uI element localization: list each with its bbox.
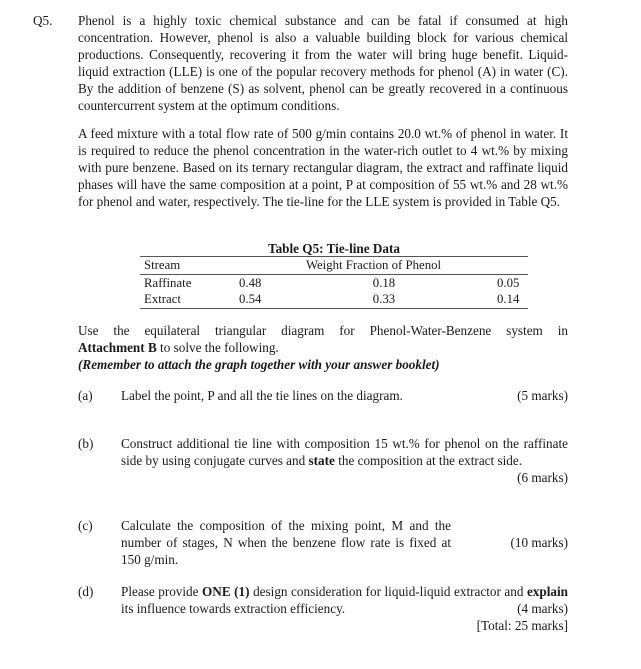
- question-number: Q5.: [33, 13, 53, 28]
- cell-value: 0.48: [239, 275, 262, 290]
- part-a-label: (a): [78, 388, 93, 403]
- part-b-label: (b): [78, 436, 94, 451]
- part-c-label: (c): [78, 518, 93, 533]
- part-d-text: Please provide ONE (1) design consideration for liquid-liquid extractor and explain its influence towards extraction efficiency.: [121, 584, 568, 616]
- instructions: [78, 322, 568, 373]
- part-a-text: Label the point, P and all the tie lines on the diagram.: [121, 388, 403, 403]
- part-b-text: Construct additional tie line with composition 15 wt.% for phenol on the raffinate side by using conjugate curves and state the composition at the extract side.: [121, 436, 568, 468]
- table-title: Table Q5: Tie-line Data: [267, 241, 400, 256]
- question-intro: Phenol is a highly toxic chemical substance and can be fatal if consumed at high concentration. However, phenol is also a valuable building block for various chemical productions. Consequently, recovering it from the water will bring huge benefit. Liquid-liquid extraction (LLE) is one of the popular recovery methods for phenol (A) in water (C). By the addition of benzene (S) as solvent, phenol can be greatly recovered in a continuous countercurrent system at the optimum conditions.: [78, 13, 568, 113]
- part-c-text: Calculate the composition of the mixing point, M and the number of stages, N when the benzene flow rate is fixed at 150 g/min.: [121, 518, 451, 567]
- instructions-line2: Attachment B to solve the following.: [78, 340, 279, 355]
- cell-value: 0.05: [497, 275, 520, 290]
- instructions-line1: Use the equilateral triangular diagram for Phenol-Water-Benzene system in: [78, 323, 568, 338]
- cell-value: 0.18: [372, 275, 396, 290]
- part-c-marks: (10 marks): [510, 535, 568, 550]
- tie-line-table: [140, 256, 528, 309]
- cell-stream: Raffinate: [144, 275, 192, 290]
- part-d-marks: (4 marks): [517, 601, 568, 616]
- cell-value: 0.14: [459, 291, 528, 308]
- cell-stream: Extract: [140, 291, 239, 308]
- question-problem: A feed mixture with a total flow rate of 500 g/min contains 20.0 wt.% of phenol in water. It is required to reduce the phenol concentration in the water-rich outlet to 4 wt.% by mixing with pure benzene. Based on its ternary rectangular diagram, the extract and raffinate liquid phases will have the same composition at a point, P at composition of 55 wt.% and 28 wt.% for phenol and water, respectively. The tie-line for the LLE system is provided in Table Q5.: [78, 126, 568, 209]
- header-weight-fraction: Weight Fraction of Phenol: [239, 257, 528, 275]
- table-header-row: [140, 257, 528, 275]
- cell-value: 0.54: [239, 291, 309, 308]
- table-row-extract: [140, 291, 528, 308]
- part-a-marks: (5 marks): [517, 388, 568, 403]
- header-stream: Stream: [140, 257, 239, 275]
- table-row-raffinate: [140, 274, 528, 291]
- part-b-marks: (6 marks): [517, 470, 568, 485]
- cell-value: 0.33: [309, 291, 459, 308]
- total-marks: [Total: 25 marks]: [476, 618, 568, 633]
- instructions-reminder: (Remember to attach the graph together with your answer booklet): [78, 357, 440, 372]
- attachment-reference: Attachment B: [78, 340, 157, 355]
- part-d-label: (d): [78, 584, 94, 599]
